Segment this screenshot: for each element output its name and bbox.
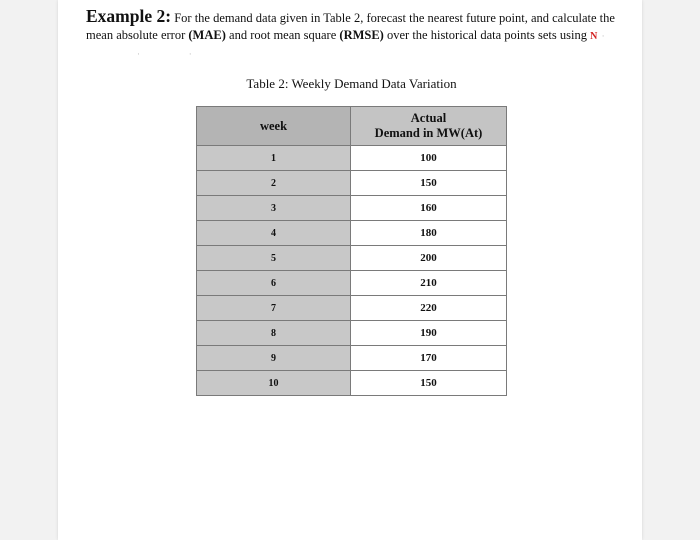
week-cell: 9 bbox=[197, 346, 351, 371]
demand-cell: 100 bbox=[351, 146, 507, 171]
week-cell: 5 bbox=[197, 246, 351, 271]
header-week-label: week bbox=[259, 118, 288, 133]
header-demand-line2: Demand in MW(At) bbox=[374, 126, 483, 140]
demand-cell: 190 bbox=[351, 321, 507, 346]
week-cell: 1 bbox=[197, 146, 351, 171]
week-cell: 4 bbox=[197, 221, 351, 246]
demand-cell: 220 bbox=[351, 296, 507, 321]
week-cell: 7 bbox=[197, 296, 351, 321]
table-row bbox=[197, 296, 507, 321]
problem-text-1: For the demand data given in Table 2, forecast the nearest future point, and calculate the mean absolute error bbox=[86, 11, 615, 42]
demand-table bbox=[196, 106, 507, 396]
demand-cell: 210 bbox=[351, 271, 507, 296]
table-row bbox=[197, 271, 507, 296]
table-header-row bbox=[197, 107, 507, 146]
table-row bbox=[197, 146, 507, 171]
table-row bbox=[197, 346, 507, 371]
rmse-term: (RMSE) bbox=[339, 28, 384, 42]
week-cell: 10 bbox=[197, 371, 351, 396]
example-heading: Example 2: bbox=[86, 6, 172, 26]
table-row bbox=[197, 321, 507, 346]
truncated-text: · · · bbox=[86, 31, 624, 59]
demand-cell: 180 bbox=[351, 221, 507, 246]
table-row bbox=[197, 246, 507, 271]
problem-statement bbox=[86, 8, 626, 63]
problem-text-3: over the historical data points sets using bbox=[386, 28, 587, 42]
demand-cell: 170 bbox=[351, 346, 507, 371]
problem-text-2: and root mean square bbox=[229, 28, 337, 42]
demand-cell: 150 bbox=[351, 371, 507, 396]
demand-cell: 200 bbox=[351, 246, 507, 271]
table-row bbox=[197, 196, 507, 221]
week-cell: 2 bbox=[197, 171, 351, 196]
header-week bbox=[197, 107, 351, 146]
truncated-glyph: N bbox=[590, 31, 598, 42]
table-row bbox=[197, 221, 507, 246]
week-cell: 8 bbox=[197, 321, 351, 346]
week-cell: 6 bbox=[197, 271, 351, 296]
demand-cell: 160 bbox=[351, 196, 507, 221]
header-demand bbox=[351, 107, 507, 146]
demand-cell: 150 bbox=[351, 171, 507, 196]
mae-term: (MAE) bbox=[188, 28, 226, 42]
table-row bbox=[197, 171, 507, 196]
table-row bbox=[197, 371, 507, 396]
table-caption: Table 2: Weekly Demand Data Variation bbox=[246, 76, 457, 91]
header-demand-line1: Actual bbox=[410, 111, 447, 125]
week-cell: 3 bbox=[197, 196, 351, 221]
